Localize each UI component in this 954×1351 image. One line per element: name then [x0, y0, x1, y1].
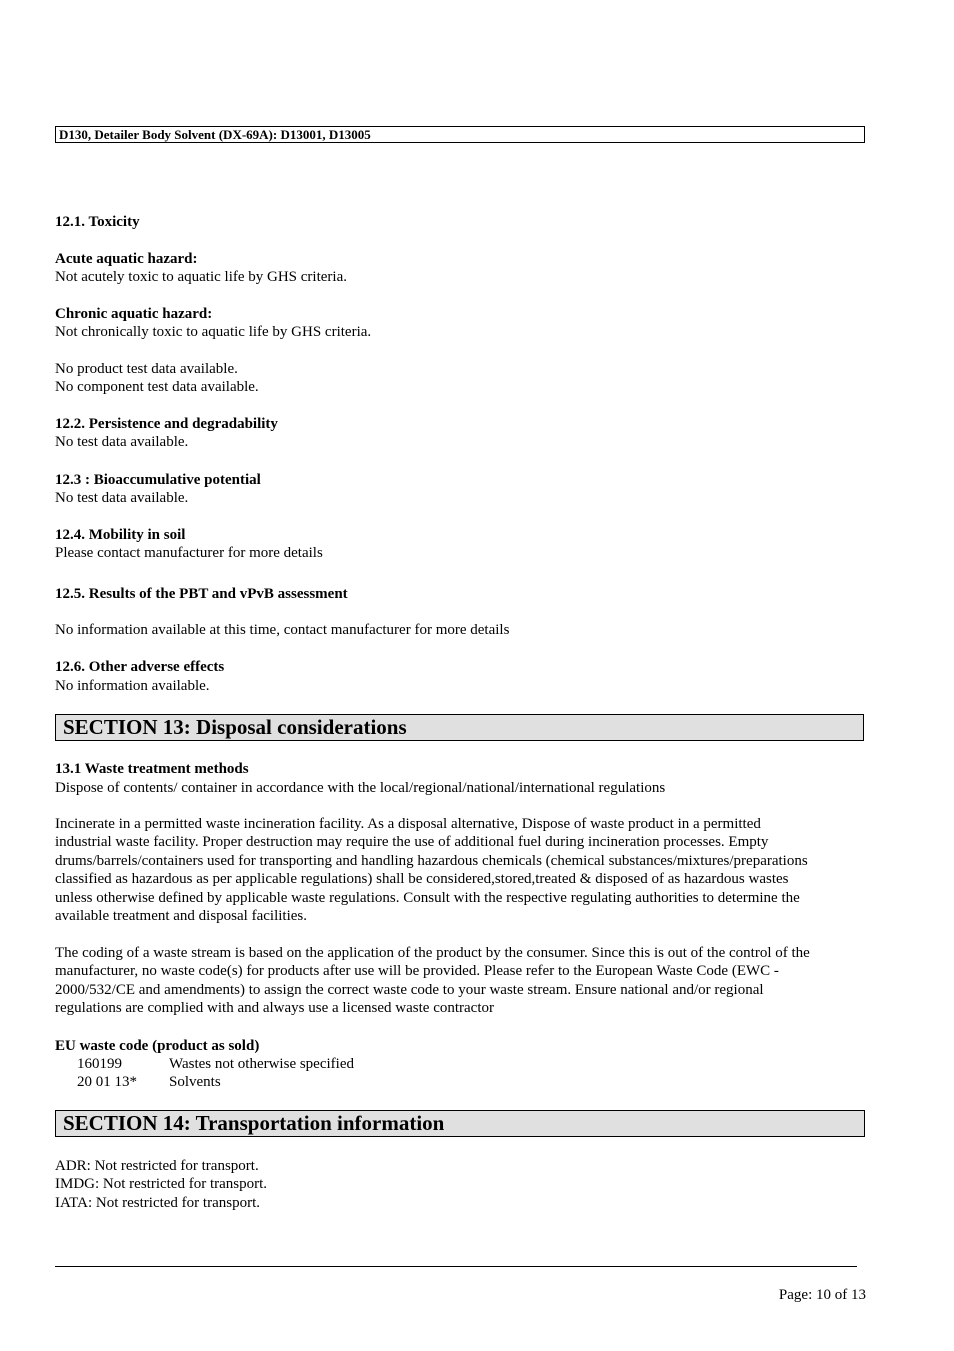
pbt-heading: 12.5. Results of the PBT and vPvB assessment — [55, 586, 348, 602]
bioaccumulative-heading: 12.3 : Bioaccumulative potential — [55, 472, 261, 488]
eu-waste-code-description: Wastes not otherwise specified — [169, 1056, 354, 1072]
adr-text: ADR: Not restricted for transport. — [55, 1158, 259, 1174]
acute-hazard-text: Not acutely toxic to aquatic life by GHS criteria. — [55, 269, 347, 285]
paragraph-line: classified as hazardous as per applicable regulations) shall be considered,stored,treated & disposed of as hazardous wastes — [55, 871, 789, 888]
paragraph-line: manufacturer, no waste code(s) for products after use will be provided. Please refer to the European Waste Code (EWC - — [55, 963, 779, 980]
eu-waste-code: 20 01 13* — [77, 1074, 137, 1090]
paragraph-line: drums/barrels/containers used for transporting and handling hazardous chemicals (chemical substances/mixtures/preparations — [55, 852, 808, 869]
section-13-title: SECTION 13: Disposal considerations — [55, 714, 864, 741]
waste-coding-paragraph — [55, 944, 867, 1018]
eu-waste-code-heading: EU waste code (product as sold) — [55, 1038, 260, 1054]
other-effects-heading: 12.6. Other adverse effects — [55, 659, 225, 675]
paragraph-line: 2000/532/CE and amendments) to assign the correct waste code to your waste stream. Ensure national and/or regional — [55, 981, 764, 998]
mobility-heading: 12.4. Mobility in soil — [55, 527, 186, 543]
page-number: Page: 10 of 13 — [778, 1287, 866, 1303]
section-14-title: SECTION 14: Transportation information — [55, 1110, 865, 1137]
other-effects-text: No information available. — [55, 678, 210, 694]
pbt-text: No information available at this time, contact manufacturer for more details — [55, 622, 510, 638]
paragraph-line: regulations are complied with and always use a licensed waste contractor — [55, 1000, 495, 1017]
waste-treatment-heading: 13.1 Waste treatment methods — [55, 761, 249, 777]
paragraph-line: unless otherwise defined by applicable waste regulations. Consult with the respective regulating authorities to determine the — [55, 889, 800, 906]
mobility-text: Please contact manufacturer for more details — [55, 545, 323, 561]
bioaccumulative-text: No test data available. — [55, 490, 189, 506]
paragraph-line: available treatment and disposal facilities. — [55, 908, 307, 925]
toxicity-heading: 12.1. Toxicity — [55, 214, 140, 230]
iata-text: IATA: Not restricted for transport. — [55, 1195, 260, 1211]
product-title-header: D130, Detailer Body Solvent (DX-69A): D13001, D13005 — [55, 126, 865, 143]
paragraph-line: Incinerate in a permitted waste incineration facility. As a disposal alternative, Dispose of waste product in a permitted — [55, 816, 761, 832]
paragraph-line: industrial waste facility. Proper destruction may require the use of additional fuel during incineration processes. Empty — [55, 834, 769, 851]
persistence-heading: 12.2. Persistence and degradability — [55, 416, 278, 432]
no-product-data-text: No product test data available. — [55, 361, 238, 377]
chronic-hazard-text: Not chronically toxic to aquatic life by GHS criteria. — [55, 324, 372, 340]
footer-divider — [55, 1266, 857, 1267]
waste-treatment-text: Dispose of contents/ container in accordance with the local/regional/national/international regulations — [55, 780, 666, 796]
acute-hazard-heading: Acute aquatic hazard: — [55, 251, 198, 267]
eu-waste-code-description: Solvents — [169, 1074, 221, 1090]
no-component-data-text: No component test data available. — [55, 379, 259, 395]
imdg-text: IMDG: Not restricted for transport. — [55, 1176, 268, 1192]
incineration-paragraph — [55, 815, 867, 925]
paragraph-line: The coding of a waste stream is based on the application of the product by the consumer. Since this is out of the control of the — [55, 945, 810, 961]
eu-waste-code: 160199 — [77, 1056, 122, 1072]
persistence-text: No test data available. — [55, 434, 189, 450]
chronic-hazard-heading: Chronic aquatic hazard: — [55, 306, 213, 322]
